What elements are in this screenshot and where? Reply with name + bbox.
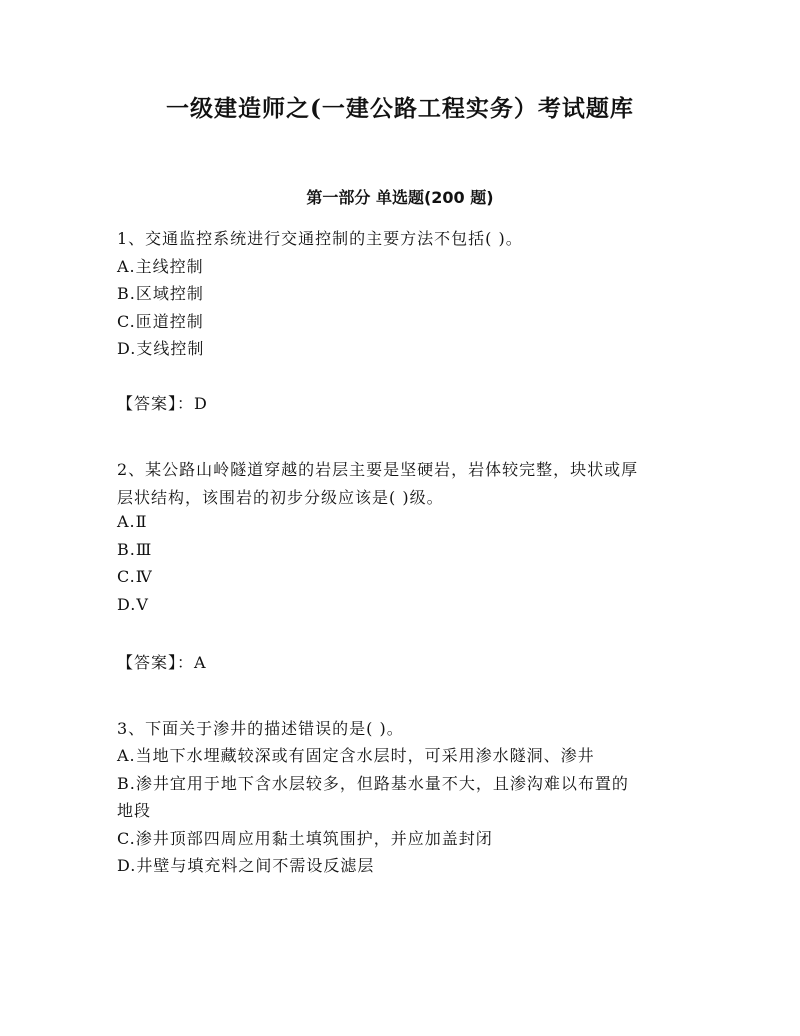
question-2-option-c: C.Ⅳ [117, 567, 153, 586]
question-2-stem-line-2: 层状结构，该围岩的初步分级应该是( )级。 [117, 488, 444, 507]
question-2-stem-line-1: 2、某公路山岭隧道穿越的岩层主要是坚硬岩，岩体较完整，块状或厚 [117, 460, 639, 479]
question-3-option-c: C.渗井顶部四周应用黏土填筑围护，并应加盖封闭 [117, 829, 493, 848]
question-1-option-c: C.匝道控制 [117, 312, 204, 331]
question-3-option-a: A.当地下水埋藏较深或有固定含水层时，可采用渗水隧洞、渗井 [117, 746, 595, 765]
question-3-option-b: B.渗井宜用于地下含水层较多，但路基水量不大，且渗沟难以布置的 [117, 774, 629, 793]
question-2-answer: 【答案】：A [117, 653, 207, 672]
question-1-answer: 【答案】：D [117, 394, 208, 413]
section-title: 第一部分 单选题(200 题) [306, 188, 494, 207]
question-2-option-b: B.Ⅲ [117, 540, 153, 559]
question-2-option-d: D.Ⅴ [117, 595, 149, 614]
question-3-option-b-continued: 地段 [117, 801, 152, 820]
question-1-stem: 1、交通监控系统进行交通控制的主要方法不包括( )。 [117, 229, 523, 248]
question-1-option-d: D.支线控制 [117, 339, 205, 358]
page-title: 一级建造师之(一建公路工程实务）考试题库 [166, 95, 634, 122]
question-1-option-a: A.主线控制 [117, 257, 204, 276]
question-3-option-d: D.井壁与填充料之间不需设反滤层 [117, 856, 375, 875]
question-2-option-a: A.Ⅱ [117, 512, 148, 531]
question-1-option-b: B.区域控制 [117, 284, 204, 303]
question-3-stem: 3、下面关于渗井的描述错误的是( )。 [117, 719, 404, 738]
